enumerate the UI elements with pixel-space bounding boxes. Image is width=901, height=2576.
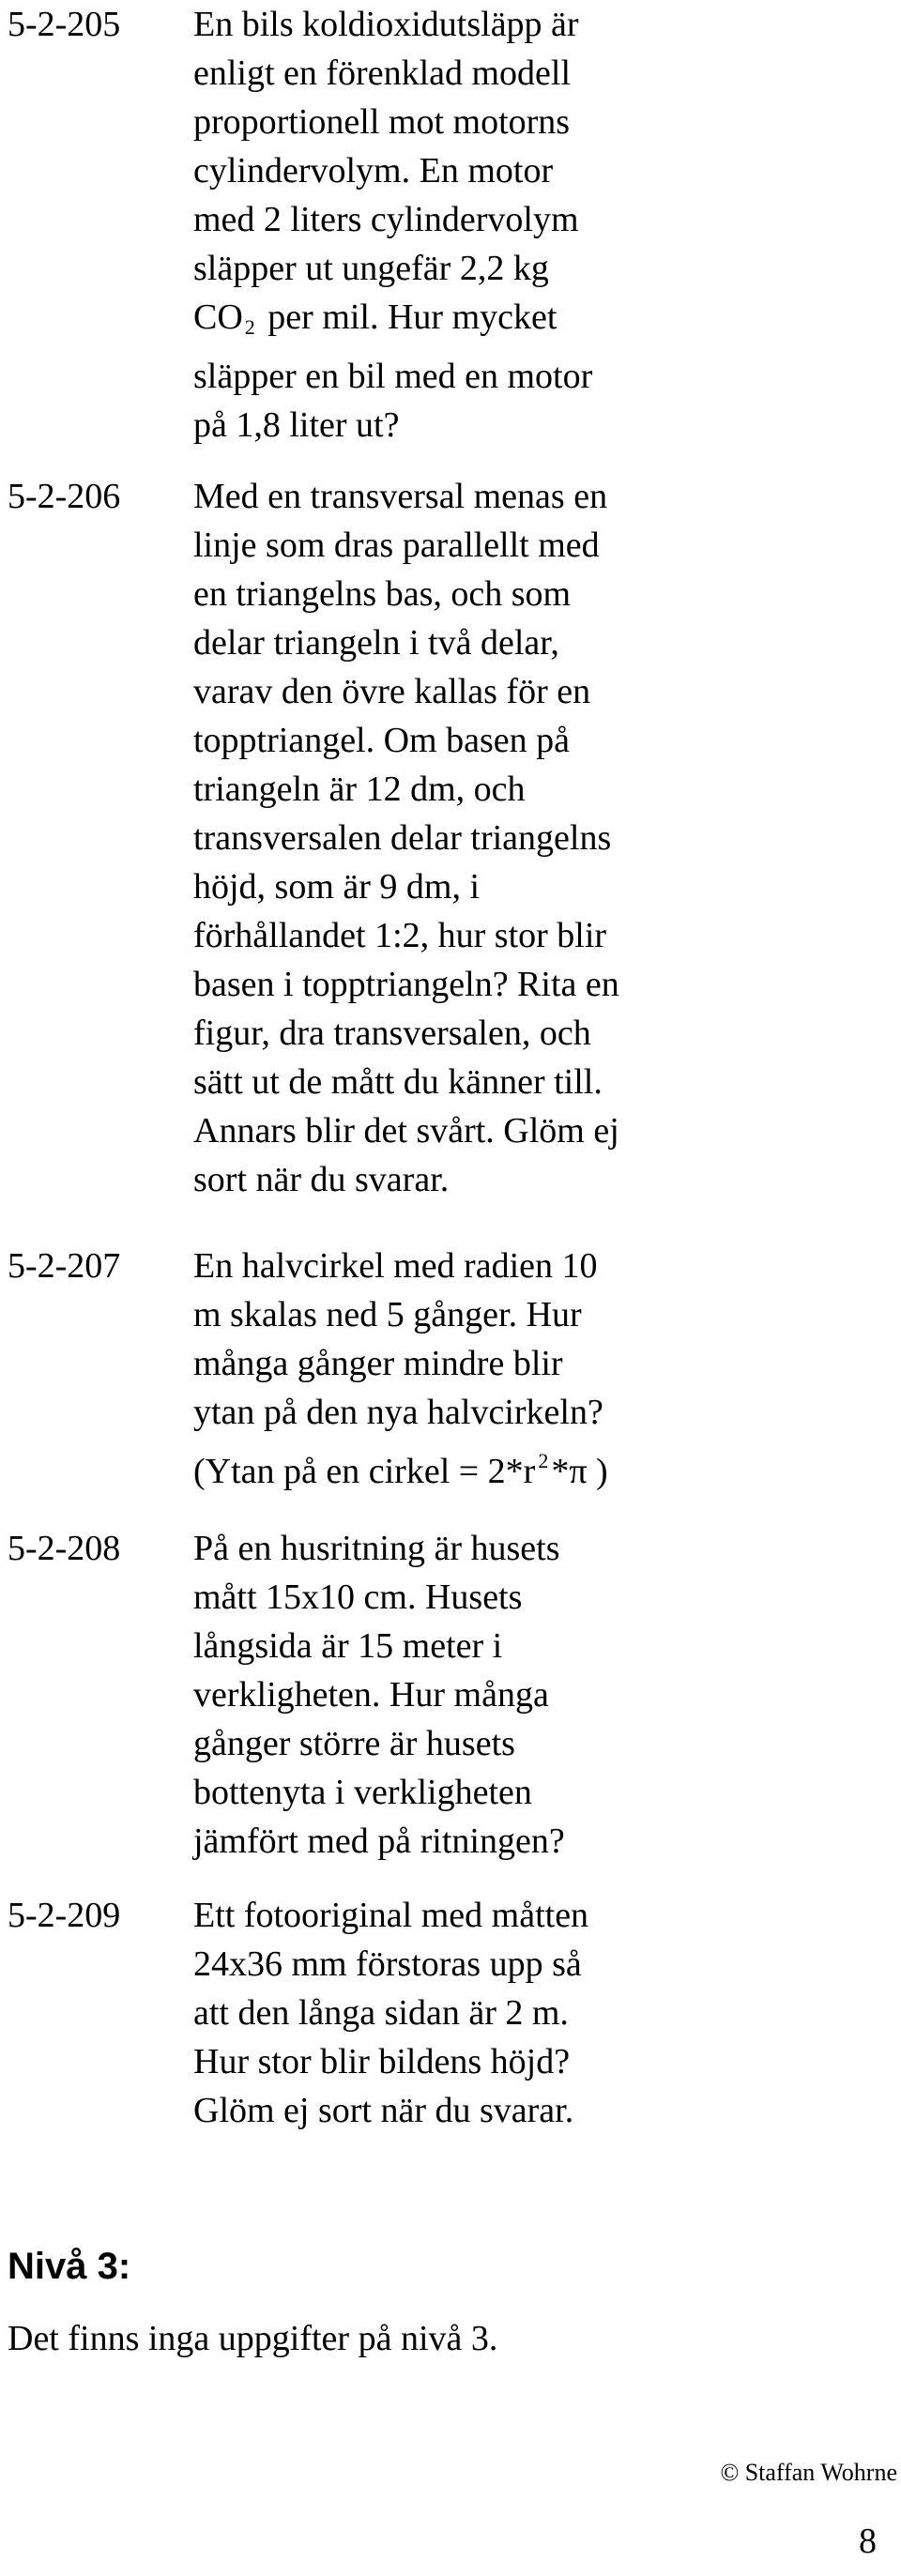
text-line: mått 15x10 cm. Husets bbox=[193, 1578, 523, 1617]
problem-number: 5-2-207 bbox=[8, 1246, 121, 1286]
section-text: Det finns inga uppgifter på nivå 3. bbox=[8, 2319, 498, 2358]
text-line: 24x36 mm förstoras upp så bbox=[193, 1944, 582, 1984]
problem-text bbox=[193, 0, 719, 450]
text-line: bottenyta i verkligheten bbox=[193, 1773, 532, 1812]
text-line: enligt en förenklad modell bbox=[193, 53, 572, 93]
page-number: 8 bbox=[859, 2522, 877, 2561]
text-line: förhållandet 1:2, hur stor blir bbox=[193, 916, 607, 955]
text-line: En halvcirkel med radien 10 bbox=[193, 1246, 598, 1286]
problem-text bbox=[193, 472, 719, 1204]
text-line: basen i topptriangeln? Rita en bbox=[193, 965, 619, 1004]
text-line: Med en transversal menas en bbox=[193, 477, 608, 516]
text-line: Glöm ej sort när du svarar. bbox=[193, 2091, 574, 2130]
co2-suffix: per mil. Hur mycket bbox=[267, 297, 557, 337]
text-line: topptriangel. Om basen på bbox=[193, 721, 571, 760]
text-line: figur, dra transversalen, och bbox=[193, 1014, 591, 1053]
copyright-notice: © Staffan Wohrne bbox=[720, 2459, 897, 2486]
text-line: sort när du svarar. bbox=[193, 1160, 450, 1199]
text-line: linje som dras parallellt med bbox=[193, 526, 600, 565]
text-line: varav den övre kallas för en bbox=[193, 672, 591, 711]
text-line: på 1,8 liter ut? bbox=[193, 405, 400, 445]
formula-before: (Ytan på en cirkel = 2*r bbox=[193, 1452, 536, 1491]
text-line: proportionell mot motorns bbox=[193, 102, 571, 142]
text-line: delar triangeln i två delar, bbox=[193, 623, 559, 663]
problem-number: 5-2-206 bbox=[8, 477, 121, 516]
co2-line bbox=[193, 293, 719, 352]
text-line: med 2 liters cylindervolym bbox=[193, 200, 579, 239]
text-line: höjd, som är 9 dm, i bbox=[193, 867, 481, 907]
problem-text bbox=[193, 1524, 719, 1866]
formula-superscript: 2 bbox=[538, 1449, 549, 1472]
text-line: En bils koldioxidutsläpp är bbox=[193, 5, 579, 44]
text-line: cylindervolym. En motor bbox=[193, 151, 554, 191]
text-line: en triangelns bas, och som bbox=[193, 574, 572, 614]
text-line: triangeln är 12 dm, och bbox=[193, 770, 526, 809]
text-line: att den långa sidan är 2 m. bbox=[193, 1993, 569, 2033]
formula-after: *π ) bbox=[551, 1452, 608, 1491]
problem-number: 5-2-209 bbox=[8, 1896, 121, 1935]
co2-prefix: CO bbox=[193, 297, 243, 337]
text-line: släpper en bil med en motor bbox=[193, 357, 593, 396]
text-line: transversalen delar triangelns bbox=[193, 818, 612, 858]
text-line: jämfört med på ritningen? bbox=[193, 1821, 565, 1861]
text-line: långsida är 15 meter i bbox=[193, 1626, 503, 1666]
text-line: släpper ut ungefär 2,2 kg bbox=[193, 249, 549, 288]
co2-subscript: 2 bbox=[244, 315, 255, 339]
text-line: Hur stor blir bildens höjd? bbox=[193, 2042, 571, 2081]
text-line: sätt ut de mått du känner till. bbox=[193, 1062, 603, 1102]
problem-number: 5-2-205 bbox=[8, 5, 121, 44]
text-line: På en husritning är husets bbox=[193, 1529, 560, 1568]
text-line: gånger större är husets bbox=[193, 1724, 515, 1763]
problem-text bbox=[193, 1242, 719, 1496]
text-line: m skalas ned 5 gånger. Hur bbox=[193, 1295, 582, 1334]
text-line: Ett fotooriginal med måtten bbox=[193, 1896, 589, 1935]
section-heading: Nivå 3: bbox=[8, 2246, 131, 2287]
text-line: verkligheten. Hur många bbox=[193, 1675, 549, 1715]
text-line: ytan på den nya halvcirkeln? bbox=[193, 1393, 603, 1432]
text-line: många gånger mindre blir bbox=[193, 1344, 563, 1383]
problem-text bbox=[193, 1891, 719, 2135]
problem-number: 5-2-208 bbox=[8, 1529, 121, 1568]
formula-line bbox=[193, 1437, 719, 1496]
text-line: Annars blir det svårt. Glöm ej bbox=[193, 1111, 619, 1151]
